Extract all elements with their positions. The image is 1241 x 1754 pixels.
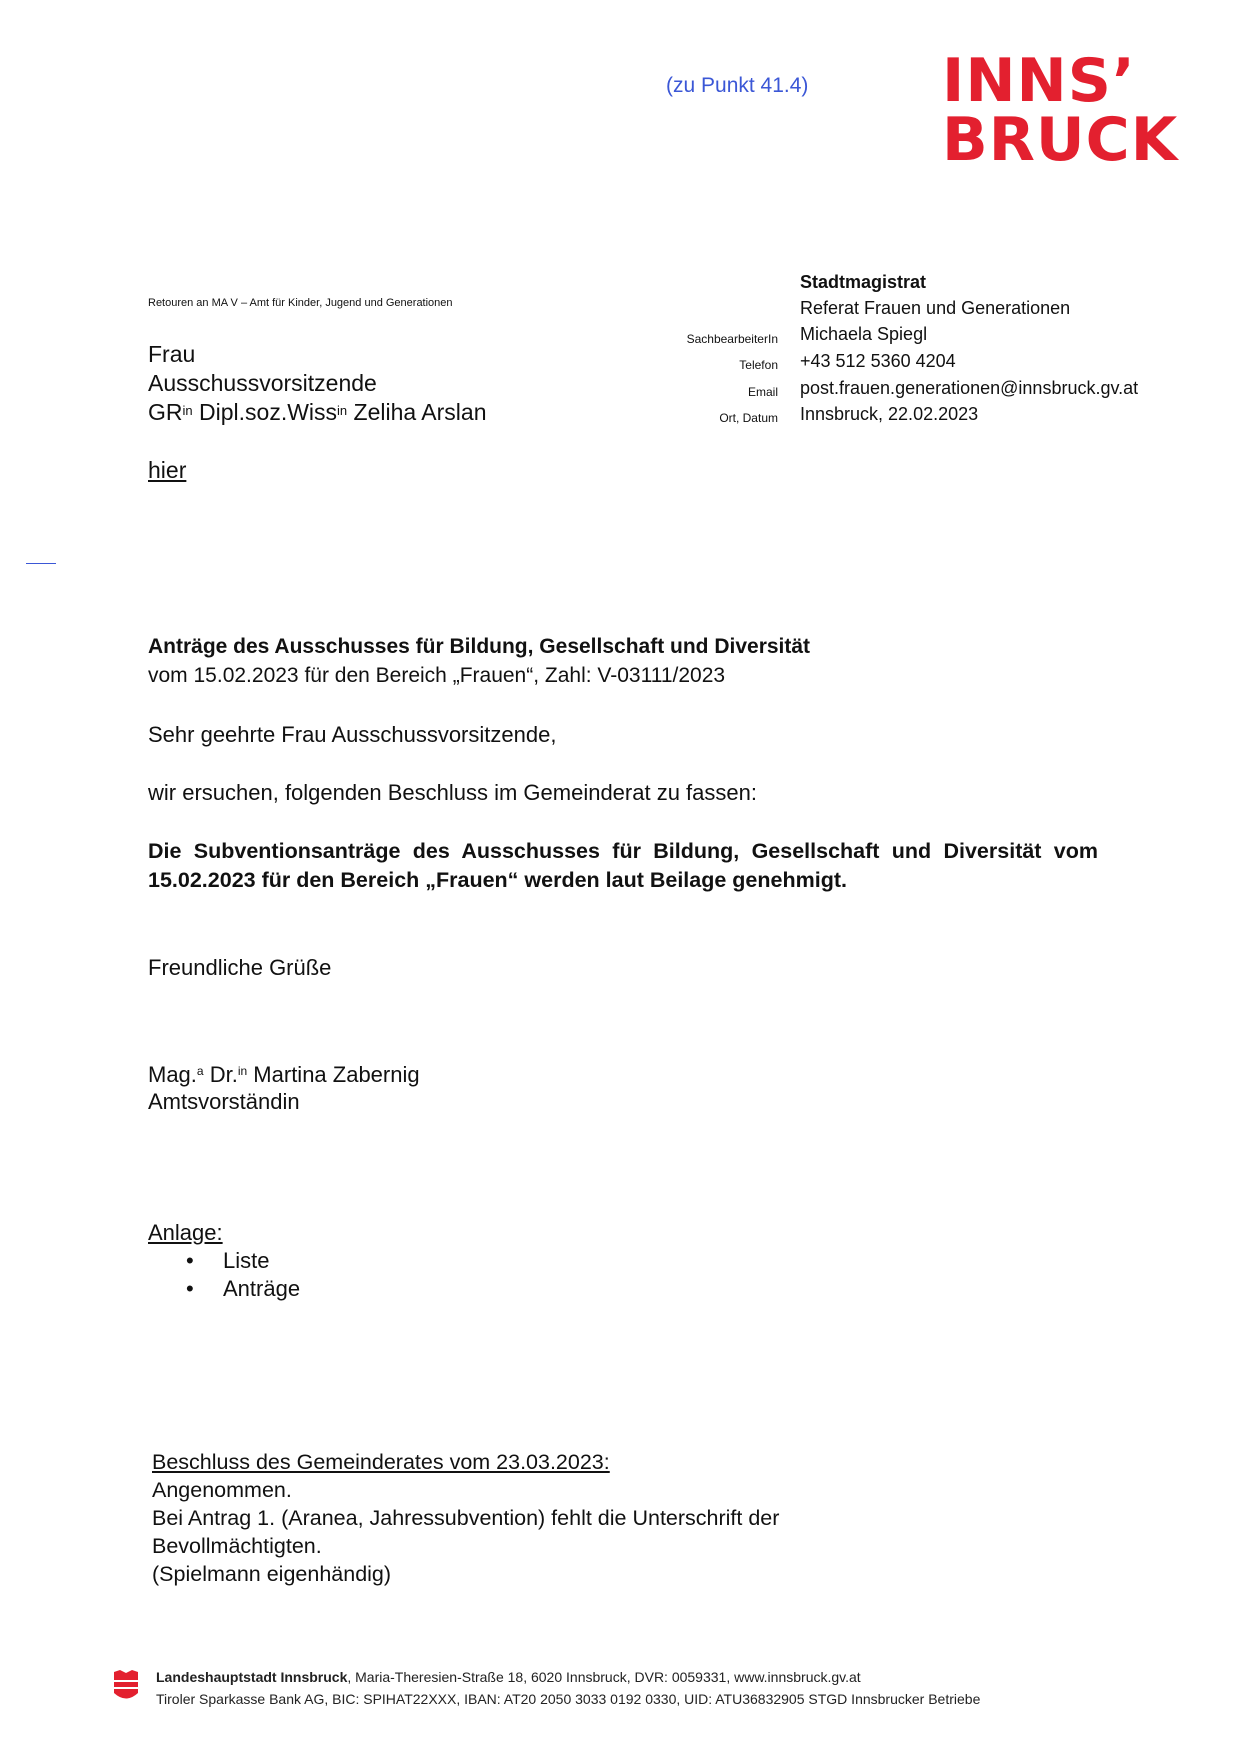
city-crest-icon [112, 1668, 140, 1704]
attachments-label: Anlage: [148, 1220, 223, 1245]
recipient-line-3 [148, 398, 487, 427]
reference-note: (zu Punkt 41.4) [666, 74, 809, 97]
innsbruck-logo [942, 46, 1182, 175]
logo-line-1: INNS’ [942, 46, 1136, 116]
recipient-title-dipl: Dipl.soz.Wiss [192, 399, 338, 425]
council-note-line: Bei Antrag 1. (Aranea, Jahressubvention) fehlt die Unterschrift der [152, 1506, 780, 1530]
phone-label: Telefon [739, 358, 778, 372]
subject-title: Anträge des Ausschusses für Bildung, Gesellschaft und Diversität [148, 635, 811, 658]
council-note-line: Angenommen. [152, 1478, 292, 1502]
council-note-line: (Spielmann eigenhändig) [152, 1562, 392, 1586]
list-item: • Liste [186, 1247, 300, 1275]
sender-org: Stadtmagistrat [800, 272, 927, 292]
council-note-heading: Beschluss des Gemeinderates vom 23.03.2023: [152, 1450, 610, 1474]
signatory-name: Mag.$^a$ Dr.$^{in}$ Martina Zabernig [148, 1062, 420, 1087]
subject [148, 632, 1128, 690]
recipient-address [148, 340, 487, 427]
recipient-title-gr: GR [148, 399, 183, 425]
recipient-line-1: Frau [148, 341, 196, 367]
return-address: Retouren an MA V – Amt für Kinder, Jugend und Generationen [148, 297, 453, 309]
clerk-name: Michaela Spiegl [800, 324, 928, 344]
footer [156, 1666, 980, 1710]
logo-line-2: BRUCK [942, 105, 1179, 175]
clerk-label: SachbearbeiterIn [686, 332, 778, 346]
footer-line-2: Tiroler Sparkasse Bank AG, BIC: SPIHAT22XXX, IBAN: AT20 2050 3033 0192 0330, UID: ATU36832905 STGD Innsbrucker Betriebe [156, 1691, 981, 1707]
phone-value: +43 512 5360 4204 [800, 351, 956, 371]
greeting: Sehr geehrte Frau Ausschussvorsitzende, [148, 722, 557, 747]
subject-line-2: vom 15.02.2023 für den Bereich „Frauen“, Zahl: V-03111/2023 [148, 664, 726, 687]
footer-line-1: Landeshauptstadt Innsbruck, Maria-Theresien-Straße 18, 6020 Innsbruck, DVR: 0059331, www.innsbruck.gv.at [156, 1669, 861, 1685]
council-note-line: Bevollmächtigten. [152, 1534, 322, 1558]
recipient-line-2: Ausschussvorsitzende [148, 370, 377, 396]
recipient-location: hier [148, 457, 187, 483]
request-text: wir ersuchen, folgenden Beschluss im Gemeinderat zu fassen: [148, 780, 757, 805]
council-resolution-note [152, 1448, 779, 1588]
email-value: post.frauen.generationen@innsbruck.gv.at [800, 378, 1139, 398]
sender-department: Referat Frauen und Generationen [800, 298, 1071, 318]
signature-block [148, 1061, 420, 1115]
recipient-sup-2: in [337, 403, 348, 418]
email-label: Email [747, 385, 778, 399]
list-item: • Anträge [186, 1275, 300, 1303]
recipient-name: Zeliha Arslan [347, 399, 487, 425]
fold-mark [26, 563, 56, 564]
place-date-label: Ort, Datum [719, 411, 778, 425]
signatory-role: Amtsvorständin [148, 1089, 300, 1114]
attachments-list [186, 1247, 300, 1303]
closing: Freundliche Grüße [148, 955, 332, 980]
resolution-text: Die Subventionsanträge des Ausschusses für Bildung, Gesellschaft und Diversität vom 15.02.2023 für den Bereich „Frauen“ werden laut Beilage genehmigt. [148, 839, 1098, 892]
place-date-value: Innsbruck, 22.02.2023 [800, 404, 979, 424]
recipient-sup-1: in [182, 403, 193, 418]
